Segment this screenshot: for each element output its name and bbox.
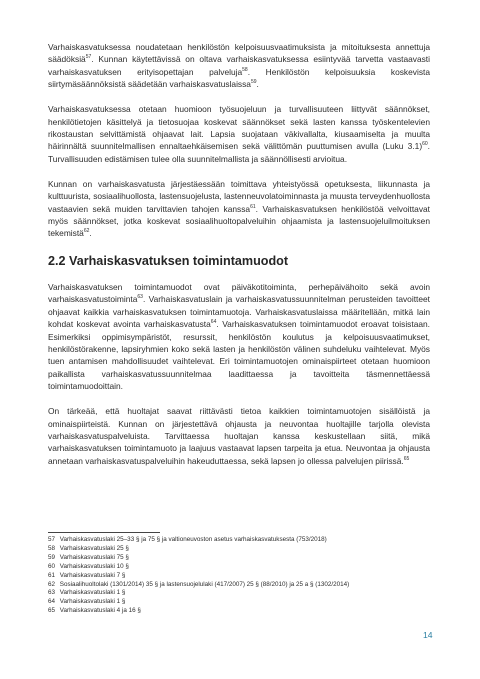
footnote-number: 57 <box>48 536 56 543</box>
footnote-text: Varhaiskasvatuslaki 10 § <box>58 562 129 570</box>
footnote-number: 63 <box>48 589 56 597</box>
footnote-item <box>48 607 430 616</box>
footnote-reference: 62 <box>83 228 90 235</box>
footnote-text: Varhaiskasvatuslaki 7 § <box>58 571 126 579</box>
paragraph-text: Varhaiskasvatuksen toimintamuodot ovat päiväkotitoiminta, perhepäivähoito sekä avoin varhaiskasvatustoiminta <box>48 281 430 305</box>
footnote-reference: 64 <box>210 319 217 326</box>
footnote-text: Varhaiskasvatuslaki 4 ja 16 § <box>58 607 141 615</box>
footnote-reference: 59 <box>250 79 257 86</box>
footnote-reference: 58 <box>242 67 248 74</box>
footnote-text: Sosiaalihuoltolaki (1301/2014) 35 § ja lastensuojelulaki (417/2007) 25 § (88/2010) ja 25 a § (1302/2014) <box>58 580 350 588</box>
footnote-text: Varhaiskasvatuslaki 75 § <box>58 553 129 561</box>
footnote-reference: 61 <box>250 203 256 210</box>
footnote-reference: 60 <box>422 141 428 148</box>
footnote-reference: 65 <box>403 455 410 462</box>
footnote-item <box>48 545 430 554</box>
footnote-reference: 57 <box>85 54 92 61</box>
footnote-item <box>48 598 430 607</box>
paragraph-text: Kunnan on varhaiskasvatusta järjestäessään toimittava yhteistyössä opetuksesta, liikunnasta ja kulttuurista, sosiaalihuollosta, lastensuojelusta, lastenneuvolatoiminnasta ja muusta terveydenhuollosta vastaavien sekä muiden tarvittavien tahojen kanssa <box>48 178 430 214</box>
paragraph-text: . <box>89 228 92 239</box>
footnote-number: 58 <box>48 544 56 552</box>
body-text-top <box>48 41 430 240</box>
paragraph-text: Varhaiskasvatuksessa otetaan huomioon työsuojeluun ja turvallisuuteen liittyvät säännökset, henkilötietojen käsittelyä ja tietosuojaa koskevat säännökset sekä lasten kanssa työskentelevien rikostaustan selvittämistä ohjaavat lait. Lapsia suojataan väkivallalta, kiusaamiselta ja muulta häirinnältä suunnitelmallisen ennaltaehkäisemisen sekä välittömän puuttumisen avulla (Luku 3.1) <box>48 104 430 152</box>
paragraph <box>48 281 430 393</box>
footnote-number: 60 <box>48 562 56 570</box>
footnotes <box>48 532 430 616</box>
paragraph-text: . Turvallisuuden edistämisen tulee olla suunnitelmallista ja säännöllisesti arvioitua. <box>48 141 430 164</box>
footnote-number: 65 <box>48 607 56 615</box>
footnote-divider <box>48 532 160 533</box>
body-text-bottom <box>48 281 430 467</box>
footnote-number: 61 <box>48 571 56 579</box>
paragraph-text: . Kunnan käytettävissä on oltava varhaiskasvatuksessa esiintyvää tarvetta vastaavasti varhaiskasvatuksen erityisopettajan palveluja <box>48 54 430 77</box>
paragraph-text: Varhaiskasvatuksessa noudatetaan henkilöstön kelpoisuusvaatimuksista ja mitoituksesta annettuja säädöksiä <box>48 42 430 65</box>
paragraph <box>48 103 430 165</box>
footnote-text: Varhaiskasvatuslaki 25–33 § ja 75 § ja valtioneuvoston asetus varhaiskasvatuksesta (753/2018) <box>58 536 327 543</box>
section-heading: 2.2 Varhaiskasvatuksen toimintamuodot <box>48 253 289 268</box>
footnote-item <box>48 563 430 572</box>
paragraph-text: . <box>256 79 259 90</box>
footnote-reference: 63 <box>137 294 143 301</box>
footnote-text: Varhaiskasvatuslaki 25 § <box>58 544 129 552</box>
paragraph-text: On tärkeää, että huoltajat saavat riittävästi tietoa kaikkien toimintamuotojen sisällöistä ja ominaispiirteistä. Kunnan on järjestettävä ohjausta ja neuvontaa huoltajille tarjolla olevista varhaiskasvatuspalveluista. Tarvittaessa huoltajan kanssa keskustellaan siitä, mikä varhaiskasvatuksen toimintamuoto ja laajuus vastaavat lapsen tarpeita ja etua. Neuvontaa ja ohjausta annetaan varhaiskasvatuspalveluihin hakeuduttaessa, sekä lapsen jo ollessa palvelujen piirissä. <box>48 406 430 466</box>
footnote-text: Varhaiskasvatuslaki 1 § <box>58 589 126 597</box>
footnote-number: 64 <box>48 598 56 606</box>
paragraph <box>48 41 430 91</box>
footnote-item <box>48 581 430 590</box>
footnote-text: Varhaiskasvatuslaki 1 § <box>58 598 126 606</box>
paragraph-text: . Varhaiskasvatuksen toimintamuodot eroavat toisistaan. Esimerkiksi oppimisympäristöt, resurssit, henkilöstön koulutus ja kelpoisuusvaatimukset, henkilöstörakenne, lapsiryhmien koko sekä lasten ja henkilöstön välinen suhdeluku vaihtelevat. Myös tuen antamisen mahdollisuudet vaihtelevat. Eri toimintamuotojen ominaispiirteet otetaan huomioon paikallista varhaiskasvatussuunnitelmaa laadittaessa ja tavoitteita täsmennettäessä toimintamuodoittain. <box>48 319 430 392</box>
footnote-list <box>48 536 430 616</box>
page-body <box>48 41 430 480</box>
page-number: 14 <box>423 630 433 640</box>
footnote-number: 62 <box>48 580 56 588</box>
footnote-item <box>48 572 430 581</box>
footnote-item <box>48 554 430 563</box>
footnote-item <box>48 589 430 598</box>
paragraph <box>48 405 430 467</box>
paragraph-text: . Henkilöstön kelpoisuuksia koskevista siirtymäsäännöksistä säädetään varhaiskasvatuslaissa <box>48 66 430 90</box>
paragraph-text: . Varhaiskasvatuksen henkilöstöä velvoittavat myös säännökset, jotka koskevat sosiaalihuoltopalveluihin ohjaamista ja lastensuojeluilmoituksen tekemistä <box>48 203 431 239</box>
footnote-number: 59 <box>48 553 56 561</box>
footnote-item <box>48 536 430 545</box>
paragraph-text: . Varhaiskasvatuslain ja varhaiskasvatussuunnitelman perusteiden tavoitteet ohjaavat kaikkia varhaiskasvatuksen toimintamuotoja. Varhaiskasvatuslaissa määritellään, mitkä lain kohdat koskevat avointa varhaiskasvatusta <box>48 294 430 330</box>
paragraph <box>48 178 430 240</box>
